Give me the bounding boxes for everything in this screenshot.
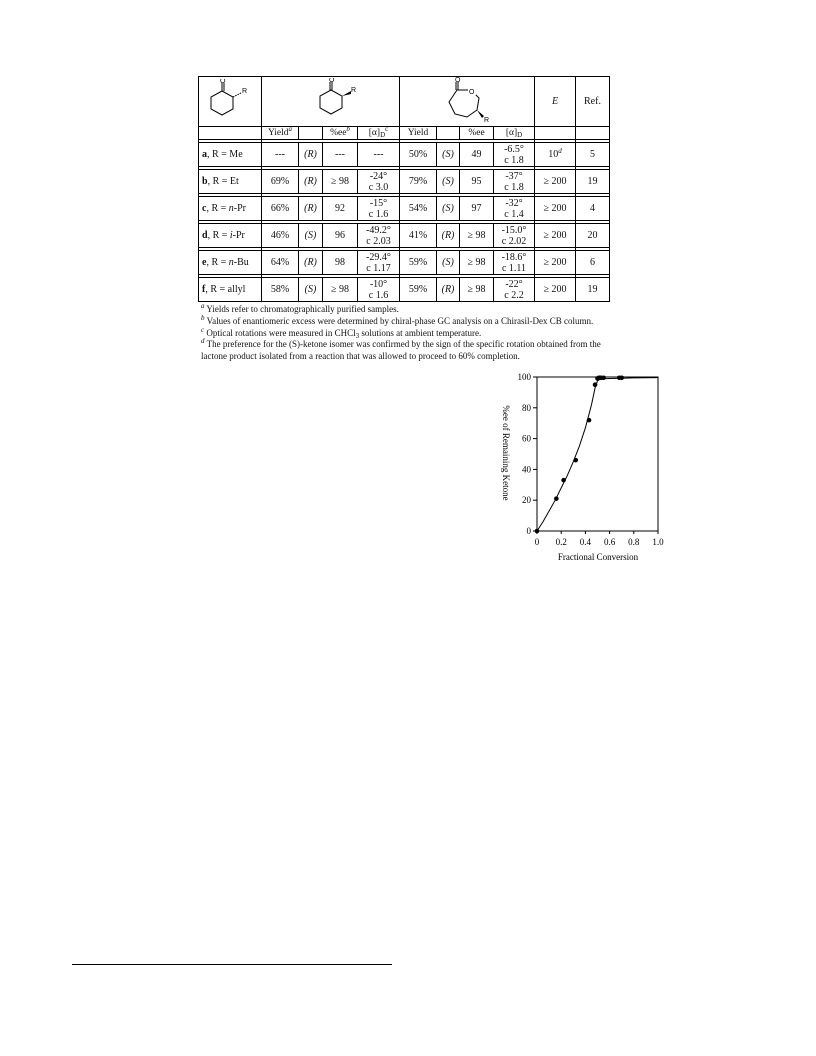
table-row xyxy=(199,278,610,302)
footnote-a: $^a$ Yields refer to chromatographically purified samples. xyxy=(201,302,399,314)
ref-value: 5 xyxy=(576,143,610,167)
lactone-rotation: -15.0° c 2.02 xyxy=(494,224,535,248)
ee-col-header: $\%ee^b$ xyxy=(323,127,358,140)
ketone-rotation: --- xyxy=(358,143,400,167)
y-tick-label: 80 xyxy=(522,402,531,413)
lactone-ee: 95 xyxy=(460,170,494,194)
footnote-d-continued: lactone product isolated from a reaction that was allowed to proceed to 60% completion. xyxy=(201,351,520,362)
lactone-yield: 59% xyxy=(400,278,437,302)
lactone-yield: 50% xyxy=(400,143,437,167)
lactone-config: (R) xyxy=(437,224,460,248)
lactone-yield: 41% xyxy=(400,224,437,248)
footnote-separator xyxy=(72,964,392,965)
ketone-config: (S) xyxy=(299,224,323,248)
plot-frame xyxy=(537,377,658,531)
ref-value: 6 xyxy=(576,251,610,275)
lactone-ee: ≥ 98 xyxy=(460,224,494,248)
x-tick-label: 0.4 xyxy=(579,537,592,547)
y-tick-label: 100 xyxy=(517,372,531,382)
lactone-rotation: -37° c 1.8 xyxy=(494,170,535,194)
ketone-r-label: R xyxy=(242,88,248,95)
table-row xyxy=(199,197,610,221)
lactone-ee: ≥ 98 xyxy=(460,278,494,302)
e-value: ≥ 200 xyxy=(535,170,576,194)
yield-col-header: Yield$^a$ xyxy=(262,127,299,140)
x-tick-label: 1.0 xyxy=(652,537,664,547)
ketone-o-label: O xyxy=(220,79,226,85)
ketone-ee: 98 xyxy=(323,251,358,275)
table-row xyxy=(199,170,610,194)
racemic-ketone-structure xyxy=(202,79,258,121)
lactone-structure xyxy=(427,77,507,123)
ketone-ee: ≥ 98 xyxy=(323,278,358,302)
data-point xyxy=(554,496,559,501)
data-point xyxy=(573,458,578,463)
ketone-ee: ≥ 98 xyxy=(323,170,358,194)
row-label: b, R = Et xyxy=(199,170,262,194)
ref-header: Ref. xyxy=(576,77,610,127)
e-value: ≥ 200 xyxy=(535,197,576,221)
lactone-yield-col-header: Yield xyxy=(400,127,437,140)
ketone-rotation: -49.2° c 2.03 xyxy=(358,224,400,248)
ketone-rotation: -29.4° c 1.17 xyxy=(358,251,400,275)
ketone-ee: 96 xyxy=(323,224,358,248)
ketone-ee: --- xyxy=(323,143,358,167)
y-axis-label: %ee of Remaining Ketone xyxy=(501,405,511,501)
footnote-d: $^d$ The preference for the (S)-ketone isomer was confirmed by the sign of the specific rotation obtained from the xyxy=(201,337,601,350)
fit-curve xyxy=(537,378,658,531)
lactone-ee: ≥ 98 xyxy=(460,251,494,275)
lactone-yield: 79% xyxy=(400,170,437,194)
x-axis-label: Fractional Conversion xyxy=(557,552,639,562)
ketone-yield: --- xyxy=(262,143,299,167)
results-table xyxy=(198,76,610,302)
table-row xyxy=(199,224,610,248)
row-label: c, R = n-Pr xyxy=(199,197,262,221)
svg-text:O: O xyxy=(469,89,475,96)
e-header: E xyxy=(535,77,576,127)
lactone-rotation: -6.5° c 1.8 xyxy=(494,143,535,167)
footnote-b: $^b$ Values of enantiomeric excess were determined by chiral-phase GC analysis on a Chirasil-Dex CB column. xyxy=(201,313,594,326)
svg-text:R: R xyxy=(350,87,356,94)
ketone-rotation: -24° c 3.0 xyxy=(358,170,400,194)
svg-text:O: O xyxy=(455,77,461,84)
lactone-ee: 49 xyxy=(460,143,494,167)
ketone-yield: 58% xyxy=(262,278,299,302)
lactone-rotation-col-header: $[\alpha]_D$ xyxy=(494,127,535,140)
lactone-ee: 97 xyxy=(460,197,494,221)
row-label: d, R = i-Pr xyxy=(199,224,262,248)
lactone-config: (S) xyxy=(437,143,460,167)
recovered-ketone-header xyxy=(262,77,400,127)
svg-text:O: O xyxy=(328,78,334,84)
lactone-ee-col-header: %ee xyxy=(460,127,494,140)
ketone-rotation: -10° c 1.6 xyxy=(358,278,400,302)
e-value: ≥ 200 xyxy=(535,224,576,248)
data-point xyxy=(535,529,540,534)
e-value: ≥ 200 xyxy=(535,251,576,275)
ketone-config: (S) xyxy=(299,278,323,302)
y-tick-label: 20 xyxy=(522,495,531,506)
ref-value: 20 xyxy=(576,224,610,248)
ee-conversion-chart xyxy=(490,364,690,564)
row-label: f, R = allyl xyxy=(199,278,262,302)
y-tick-label: 0 xyxy=(526,526,531,536)
x-tick-label: 0.8 xyxy=(628,537,640,547)
rotation-col-header: $[\alpha]_D^c$ xyxy=(358,127,400,140)
ketone-rotation: -15° c 1.6 xyxy=(358,197,400,221)
table-row xyxy=(199,143,610,167)
ketone-config: (R) xyxy=(299,143,323,167)
data-point xyxy=(587,418,592,423)
e-value: 10$^d$ xyxy=(535,143,576,167)
ketone-yield: 66% xyxy=(262,197,299,221)
lactone-yield: 59% xyxy=(400,251,437,275)
data-point xyxy=(561,478,566,483)
x-tick-label: 0 xyxy=(534,537,540,547)
footnote-c: $^c$ Optical rotations were measured in CHCl$_3$ solutions at ambient temperature. xyxy=(201,325,482,340)
ketone-yield: 46% xyxy=(262,224,299,248)
lactone-rotation: -18.6° c 1.11 xyxy=(494,251,535,275)
lactone-config: (S) xyxy=(437,197,460,221)
x-tick-label: 0.6 xyxy=(603,537,616,547)
table-row xyxy=(199,251,610,275)
data-point xyxy=(619,375,624,380)
lactone-config: (S) xyxy=(437,251,460,275)
e-value: ≥ 200 xyxy=(535,278,576,302)
ketone-yield: 69% xyxy=(262,170,299,194)
lactone-header xyxy=(400,77,535,127)
data-point xyxy=(593,382,598,387)
ref-value: 19 xyxy=(576,170,610,194)
data-point xyxy=(601,375,606,380)
row-label: a, R = Me xyxy=(199,143,262,167)
lactone-yield: 54% xyxy=(400,197,437,221)
lactone-config: (S) xyxy=(437,170,460,194)
ketone-config: (R) xyxy=(299,197,323,221)
x-tick-label: 0.2 xyxy=(555,537,567,547)
recovered-ketone-structure xyxy=(296,78,366,122)
lactone-rotation: -32° c 1.4 xyxy=(494,197,535,221)
y-tick-label: 40 xyxy=(522,464,531,475)
ref-value: 4 xyxy=(576,197,610,221)
svg-text:R: R xyxy=(484,117,490,123)
table-footnotes xyxy=(201,304,641,363)
ketone-config: (R) xyxy=(299,170,323,194)
row-label: e, R = n-Bu xyxy=(199,251,262,275)
ketone-ee: 92 xyxy=(323,197,358,221)
ketone-structure-header xyxy=(199,77,262,127)
ketone-config: (R) xyxy=(299,251,323,275)
ketone-yield: 64% xyxy=(262,251,299,275)
lactone-config: (R) xyxy=(437,278,460,302)
ref-value: 19 xyxy=(576,278,610,302)
lactone-rotation: -22° c 2.2 xyxy=(494,278,535,302)
y-tick-label: 60 xyxy=(522,433,531,444)
